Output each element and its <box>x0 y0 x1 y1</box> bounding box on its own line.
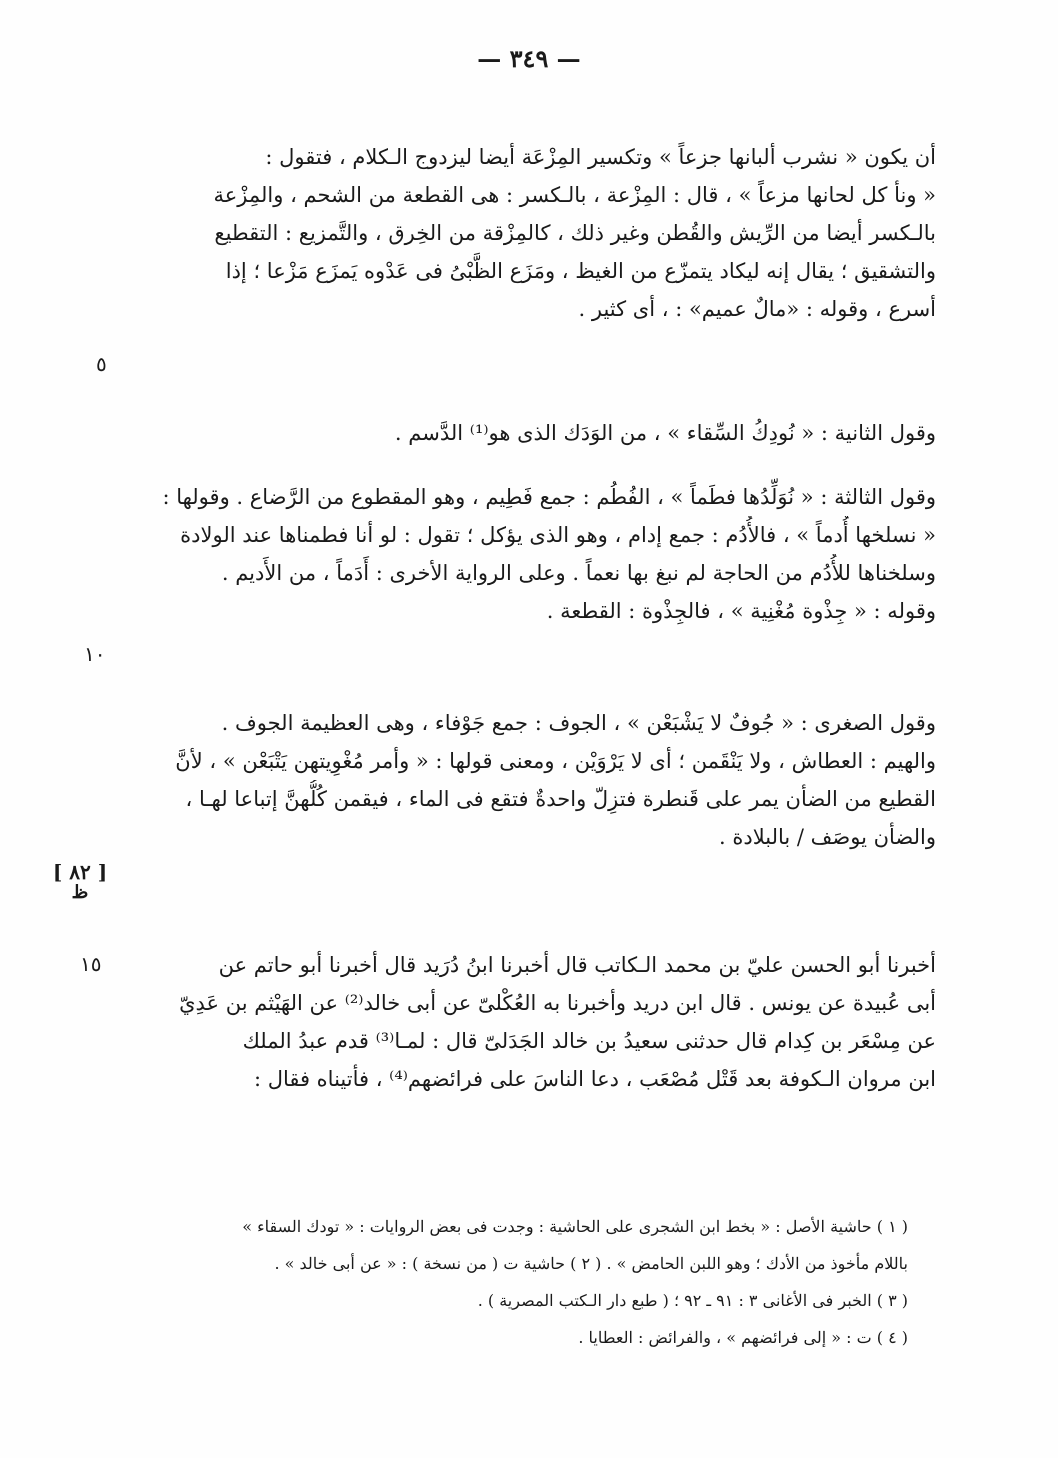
folio-side: ظ <box>71 882 89 903</box>
folio-number: [ ٨٢ ] <box>52 860 108 884</box>
text-line: وقول الثانية : « نُودِكُ السِّقاء » ، من الوَدَك الذى هو⁽¹⁾ الدَّسم . <box>394 421 936 445</box>
footnote: ( ٤ ) ت : « إلى فرائضهم » ، والفرائض : العطايا . <box>578 1328 908 1347</box>
text-line: والضأن يوصَف / بالبلادة . <box>719 825 936 849</box>
text-line: وسلخناها للأُدُم من الحاجة لم نبغ بها نعماً . وعلى الرواية الأخرى : أَدَماً ، من الأَديم . <box>221 561 936 585</box>
text-line: والهيم : العطاش ، ولا يَنْقَمن ؛ أى لا يَرْوَيْن ، ومعنى قولها : « وأمر مُغْوِيتهن يَتْبَعْن » ، لأنَّ <box>175 749 936 773</box>
paragraph-isnad <box>116 946 936 1098</box>
text-line: أبى عُبيدة عن يونس . قال ابن دريد وأخبرنا به العُكْلىّ عن أبى خالد⁽²⁾ عن الهَيْثم بن عَدِيّ <box>179 991 936 1015</box>
text-line: أخبرنا أبو الحسن عليّ بن محمد الـكاتب قال أخبرنا ابنُ دُرَيد قال أخبرنا أبو حاتم عن <box>218 953 936 977</box>
paragraph-third-speaker <box>116 478 936 630</box>
text-line: وقول الصغرى : « جُوفٌ لا يَشْبَعْن » ، الجوف : جمع جَوْفاء ، وهى العظيمة الجوف . <box>221 711 936 735</box>
text-line: ابن مروان الـكوفة بعد قَتْل مُصْعَب ، دعا الناسَ على فرائضهم⁽⁴⁾ ، فأتيناه فقال : <box>253 1067 936 1091</box>
footnote: ( ٣ ) الخبر فى الأغانى ٣ : ٩١ ـ ٩٢ ؛ ( طبع دار الـكتب المصرية ) . <box>477 1291 908 1310</box>
paragraph-first-explanation <box>116 138 936 328</box>
page-number: — ٣٤٩ — <box>477 44 581 73</box>
paragraph-youngest-speaker <box>116 704 936 856</box>
text-line: عن مِسْعَر بن كِدام قال حدثنى سعيدُ بن خالد الجَدَلىّ قال : لمـا⁽³⁾ قدم عبدُ الملك <box>242 1029 936 1053</box>
text-line: أسرع ، وقوله : «مالٌ عميم» : ، أى كثير . <box>578 297 936 321</box>
text-line: أن يكون « نشرب ألبانها جزعاً » وتكسير المِزْعَة أيضا ليزدوج الـكلام ، فتقول : <box>265 145 936 169</box>
footnotes <box>138 1208 908 1356</box>
text-line: والتشقيق ؛ يقال إنه ليكاد يتمزّع من الغيظ ، ومَزَع الظَّبْىُ فى عَدْوه يَمزَع مَزْعا ؛ إذا <box>225 259 936 283</box>
text-line: وقوله : « جِذْوة مُغْنِية » ، فالجِذْوة : القطعة . <box>546 599 936 623</box>
text-line: القطيع من الضأن يمر على قَنطرة فتزِلّ واحدةٌ فتقع فى الماء ، فيقمن كُلُّهنَّ إتباعا لهـا ، <box>185 787 936 811</box>
paragraph-second-speaker <box>116 414 936 452</box>
line-number-marker: ١٠ <box>84 642 106 666</box>
text-line: بالـكسر أيضا من الرِّيش والقُطن وغير ذلك ، كالمِزْقة من الخِرق ، والتَّمزيع : التقطيع <box>214 221 936 245</box>
line-number-marker: ١٥ <box>80 952 102 976</box>
footnote: باللام مأخوذ من الأدك ؛ وهو اللبن الحامض » . ( ٢ ) حاشية ت ( من نسخة ) : « عن أبى خالد » . <box>274 1254 908 1273</box>
line-number-marker: ٥ <box>96 352 107 376</box>
manuscript-folio-marker <box>44 860 116 902</box>
text-line: « ونأ كل لحانها مزعاً » ، قال : المِزْعة ، بالـكسر : هى القطعة من الشحم ، والمِزْعة <box>213 183 936 207</box>
text-line: « نسلخها أُدماً » ، فالأُدُم : جمع إدام ، وهو الذى يؤكل ؛ تقول : لو أنا فطمناها عند الولادة <box>180 523 936 547</box>
text-line: وقول الثالثة : « نُوَلِّدُها فطَماً » ، الفُطُم : جمع فَطِيم ، وهو المقطوع من الرَّضاع . وقولها : <box>162 485 936 509</box>
footnote: ( ١ ) حاشية الأصل : « بخط ابن الشجرى على الحاشية : وجدت فى بعض الروايات : « تودك السقاء » <box>242 1217 908 1236</box>
